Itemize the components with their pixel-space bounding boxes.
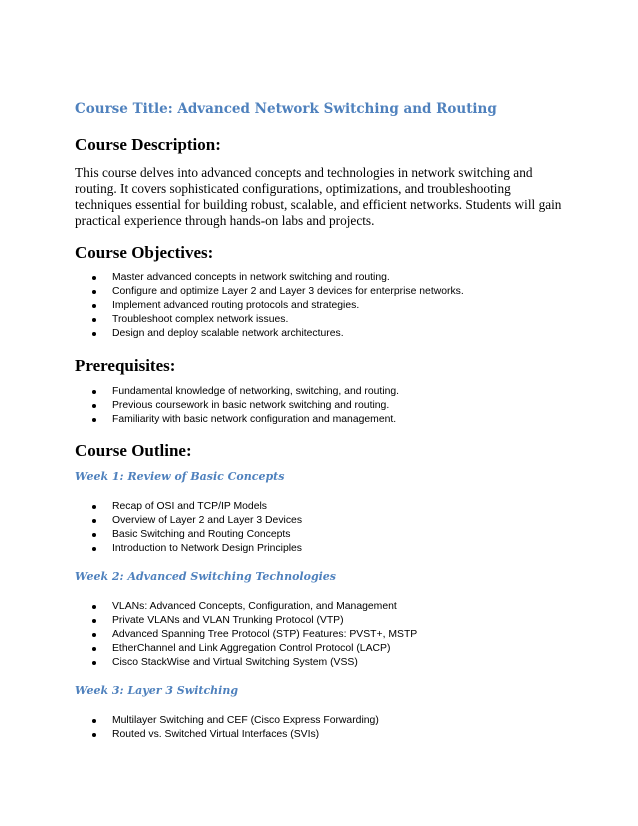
bullet-icon	[92, 719, 96, 723]
outline-heading: Course Outline:	[75, 441, 192, 460]
list-item: Advanced Spanning Tree Protocol (STP) Features: PVST+, MSTP	[75, 628, 565, 642]
bullet-icon	[92, 733, 96, 737]
course-title: Course Title: Advanced Network Switching and Routing	[75, 101, 497, 117]
list-item: Multilayer Switching and CEF (Cisco Express Forwarding)	[75, 714, 565, 728]
bullet-icon	[92, 647, 96, 651]
list-item: Design and deploy scalable network architectures.	[75, 327, 565, 341]
bullet-icon	[92, 661, 96, 665]
list-item: Private VLANs and VLAN Trunking Protocol (VTP)	[75, 614, 565, 628]
list-item: Routed vs. Switched Virtual Interfaces (SVIs)	[75, 728, 565, 742]
bullet-icon	[92, 404, 96, 408]
bullet-icon	[92, 505, 96, 509]
bullet-icon	[92, 519, 96, 523]
week-1-heading: Week 1: Review of Basic Concepts	[75, 470, 285, 483]
prerequisites-heading: Prerequisites:	[75, 356, 176, 375]
list-item: Previous coursework in basic network switching and routing.	[75, 399, 565, 413]
list-item: Basic Switching and Routing Concepts	[75, 528, 565, 542]
bullet-icon	[92, 533, 96, 537]
description-text: This course delves into advanced concepts and technologies in network switching and routing. It covers sophisticated configurations, optimizations, and troubleshooting techniques essential for building robust, scalable, and efficient networks. Students will gain practical experience through hands-on labs and projects.	[75, 165, 562, 228]
bullet-icon	[92, 290, 96, 294]
bullet-icon	[92, 390, 96, 394]
list-item: Cisco StackWise and Virtual Switching System (VSS)	[75, 656, 565, 670]
objectives-heading: Course Objectives:	[75, 243, 214, 262]
bullet-icon	[92, 547, 96, 551]
week-2-heading: Week 2: Advanced Switching Technologies	[75, 570, 337, 583]
list-item: Recap of OSI and TCP/IP Models	[75, 500, 565, 514]
prerequisites-list	[75, 385, 565, 427]
list-item: Familiarity with basic network configuration and management.	[75, 413, 565, 427]
bullet-icon	[92, 619, 96, 623]
list-item: Overview of Layer 2 and Layer 3 Devices	[75, 514, 565, 528]
list-item: Troubleshoot complex network issues.	[75, 313, 565, 327]
week-2-list	[75, 600, 565, 670]
list-item: Fundamental knowledge of networking, switching, and routing.	[75, 385, 565, 399]
list-item: Master advanced concepts in network switching and routing.	[75, 271, 565, 285]
list-item: Configure and optimize Layer 2 and Layer 3 devices for enterprise networks.	[75, 285, 565, 299]
week-3-heading: Week 3: Layer 3 Switching	[75, 684, 239, 697]
list-item: EtherChannel and Link Aggregation Control Protocol (LACP)	[75, 642, 565, 656]
bullet-icon	[92, 633, 96, 637]
objectives-list	[75, 271, 565, 341]
bullet-icon	[92, 605, 96, 609]
bullet-icon	[92, 276, 96, 280]
bullet-icon	[92, 332, 96, 336]
description-heading: Course Description:	[75, 135, 221, 154]
week-3-list	[75, 714, 565, 742]
week-1-list	[75, 500, 565, 556]
list-item: Introduction to Network Design Principles	[75, 542, 565, 556]
bullet-icon	[92, 318, 96, 322]
list-item: VLANs: Advanced Concepts, Configuration, and Management	[75, 600, 565, 614]
bullet-icon	[92, 304, 96, 308]
bullet-icon	[92, 418, 96, 422]
list-item: Implement advanced routing protocols and strategies.	[75, 299, 565, 313]
document-page	[75, 100, 565, 742]
